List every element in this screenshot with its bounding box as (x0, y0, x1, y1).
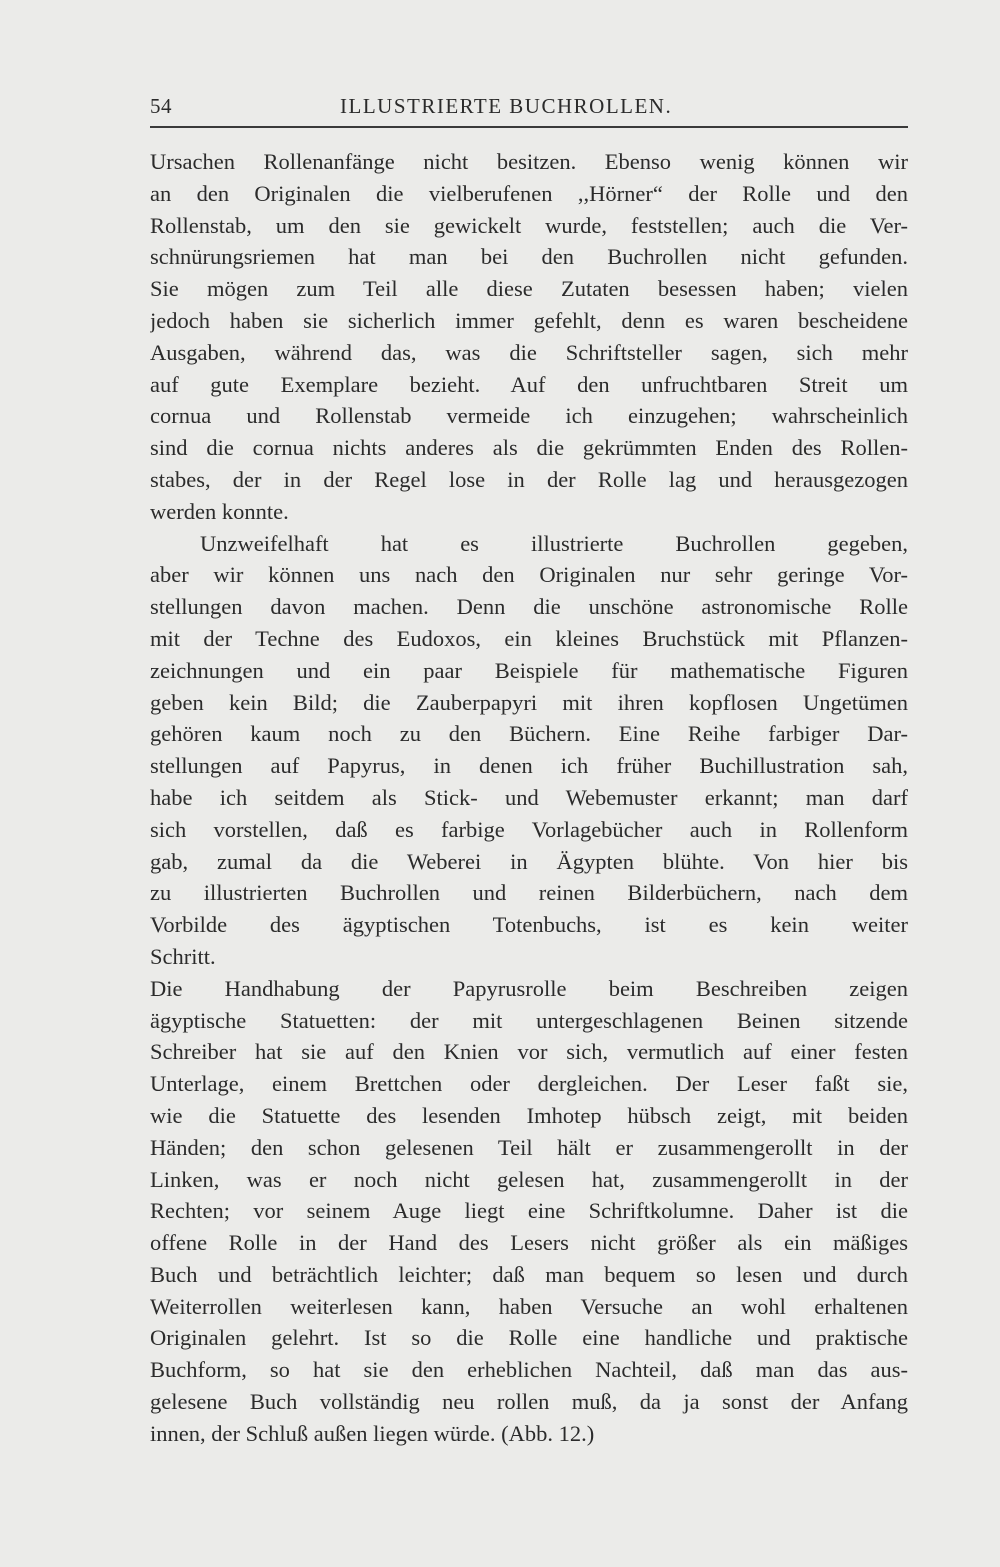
text-line: Händen; den schon gelesenen Teil hält er zusammengerollt in der (150, 1134, 908, 1160)
text-line: Linken, was er noch nicht gelesen hat, zusammengerollt in der (150, 1166, 908, 1192)
text-line: Originalen gelehrt. Ist so die Rolle eine handliche und praktische (150, 1325, 908, 1351)
text-line: cornua und Rollenstab vermeide ich einzugehen; wahrscheinlich (150, 403, 908, 429)
text-line: innen, der Schluß außen liegen würde. (Abb. 12.) (150, 1420, 595, 1446)
text-line: aber wir können uns nach den Originalen nur sehr geringe Vor- (150, 562, 908, 588)
text-line: sich vorstellen, daß es farbige Vorlagebücher auch in Rollenform (150, 816, 908, 842)
text-line: gab, zumal da die Weberei in Ägypten blühte. Von hier bis (150, 848, 908, 874)
text-line: Ursachen Rollenanfänge nicht besitzen. Ebenso wenig können wir (150, 149, 908, 174)
text-line: mit der Techne des Eudoxos, ein kleines Bruchstück mit Pflanzen- (150, 625, 908, 651)
text-line: sind die cornua nichts anderes als die gekrümmten Enden des Rollen- (150, 435, 908, 461)
text-line: Schreiber hat sie auf den Knien vor sich, vermutlich auf einer festen (150, 1039, 908, 1065)
text-line: Weiterrollen weiterlesen kann, haben Versuche an wohl erhaltenen (150, 1293, 908, 1319)
text-line: gelesene Buch vollständig neu rollen muß, da ja sonst der Anfang (150, 1389, 908, 1415)
page-number: 54 (150, 94, 172, 118)
text-line: stellungen davon machen. Denn die unschöne astronomische Rolle (150, 594, 908, 620)
running-title: ILLUSTRIERTE BUCHROLLEN. (340, 94, 673, 118)
text-line: auf gute Exemplare bezieht. Auf den unfruchtbaren Streit um (150, 371, 908, 397)
text-line: Buch und beträchtlich leichter; daß man bequem so lesen und durch (150, 1261, 908, 1287)
text-line: zu illustrierten Buchrollen und reinen Bilderbüchern, nach dem (150, 880, 908, 906)
header-rule (150, 126, 908, 128)
text-line: stabes, der in der Regel lose in der Rolle lag und herausgezogen (150, 466, 908, 492)
text-line: schnürungsriemen hat man bei den Buchrollen nicht gefunden. (150, 244, 908, 270)
text-line: an den Originalen die vielberufenen ,,Hörner“ der Rolle und den (150, 180, 908, 206)
text-line: Unzweifelhaft hat es illustrierte Buchrollen gegeben, (200, 530, 908, 556)
text-line: Unterlage, einem Brettchen oder dergleichen. Der Leser faßt sie, (150, 1071, 908, 1097)
text-line: wie die Statuette des lesenden Imhotep hübsch zeigt, mit beiden (150, 1102, 908, 1128)
text-line: jedoch haben sie sicherlich immer gefehlt, denn es waren bescheidene (150, 307, 908, 333)
text-line: Sie mögen zum Teil alle diese Zutaten besessen haben; vielen (150, 276, 908, 302)
text-line: Rollenstab, um den sie gewickelt wurde, feststellen; auch die Ver- (150, 212, 908, 238)
text-line: Die Handhabung der Papyrusrolle beim Beschreiben zeigen (150, 975, 908, 1001)
text-line: zeichnungen und ein paar Beispiele für mathematische Figuren (150, 657, 908, 683)
text-line: stellungen auf Papyrus, in denen ich früher Buchillustration sah, (150, 753, 908, 779)
text-line: Rechten; vor seinem Auge liegt eine Schriftkolumne. Daher ist die (150, 1198, 908, 1224)
text-line: gehören kaum noch zu den Büchern. Eine Reihe farbiger Dar- (150, 721, 908, 747)
text-line: habe ich seitdem als Stick- und Webemuster erkannt; man darf (150, 784, 908, 810)
text-line: Schritt. (150, 943, 216, 969)
text-line: werden konnte. (150, 498, 289, 524)
text-line: ägyptische Statuetten: der mit untergeschlagenen Beinen sitzende (150, 1007, 908, 1033)
page-header (150, 94, 908, 128)
text-line: offene Rolle in der Hand des Lesers nicht größer als ein mäßiges (150, 1230, 908, 1256)
text-line: Ausgaben, während das, was die Schriftsteller sagen, sich mehr (150, 339, 908, 365)
body-text (150, 146, 908, 1450)
text-line: Vorbilde des ägyptischen Totenbuchs, ist es kein weiter (150, 912, 908, 938)
text-line: Buchform, so hat sie den erheblichen Nachteil, daß man das aus- (150, 1357, 908, 1383)
text-line: geben kein Bild; die Zauberpapyri mit ihren kopflosen Ungetümen (150, 689, 908, 715)
